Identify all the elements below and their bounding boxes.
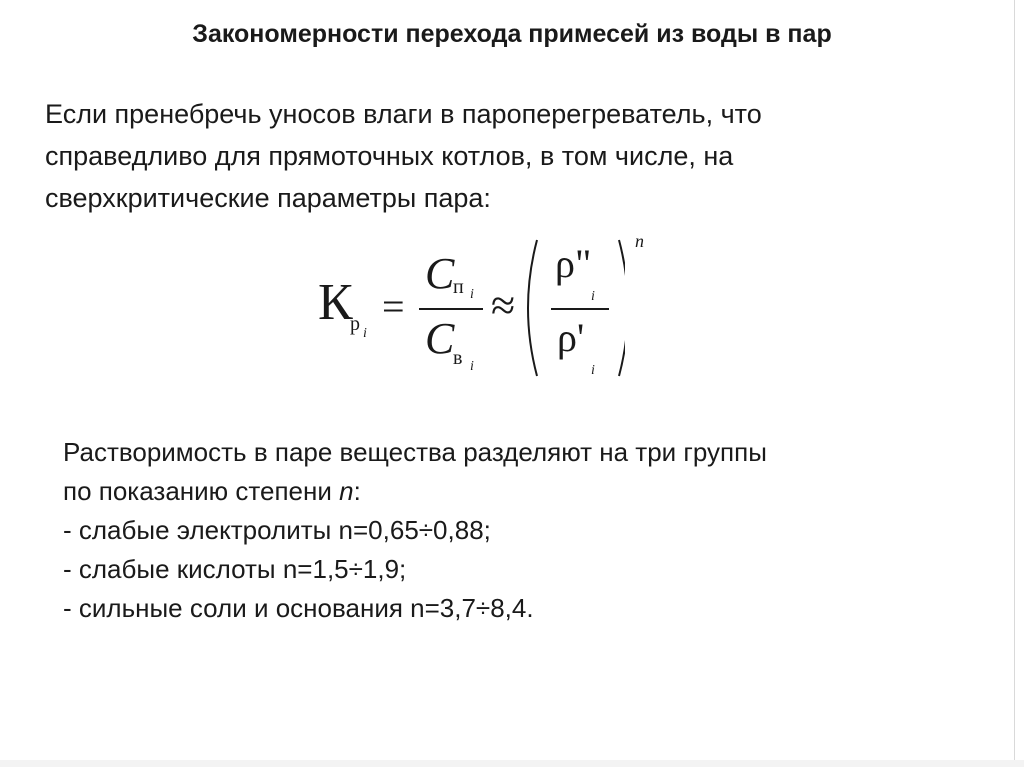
- formula-equals: =: [382, 284, 405, 329]
- formula-lhs-subscript: р: [350, 313, 360, 335]
- formula-rho-bottom: ρ': [557, 315, 585, 360]
- groups-line-suffix: :: [353, 476, 361, 506]
- formula-approx: ≈: [491, 281, 516, 330]
- formula-numerator-index: i: [470, 287, 474, 302]
- formula-lhs: К: [318, 274, 353, 331]
- formula-rho-top-index: i: [591, 289, 595, 304]
- intro-line: справедливо для прямоточных котлов, в том числе, на: [45, 141, 734, 171]
- group-item: - сильные соли и основания n=3,7÷8,4.: [63, 593, 534, 623]
- formula-denominator-index: i: [470, 359, 474, 374]
- formula-numerator: C: [425, 249, 455, 298]
- group-item: - слабые кислоты n=1,5÷1,9;: [63, 554, 407, 584]
- formula-denominator: C: [425, 314, 455, 363]
- groups-line-variable: n: [339, 476, 354, 506]
- group-item: - слабые электролиты n=0,65÷0,88;: [63, 515, 491, 545]
- intro-line: сверхкритические параметры пара:: [45, 183, 491, 213]
- groups-line: [63, 472, 963, 511]
- slide-title: Закономерности перехода примесей из воды в пар: [192, 20, 832, 48]
- groups-line-prefix: по показанию степени: [63, 476, 340, 506]
- formula: [315, 232, 675, 382]
- formula-exponent: n: [635, 231, 644, 251]
- slide-edge: [1014, 0, 1015, 767]
- intro-line: Если пренебречь уносов влаги в пароперегреватель, что: [45, 99, 762, 129]
- groups-line: Растворимость в паре вещества разделяют на три группы: [63, 437, 767, 467]
- ratio-bar: [551, 308, 609, 310]
- groups-paragraph: [63, 433, 963, 628]
- slide-bottom-edge: [0, 760, 1024, 767]
- formula-lhs-index: i: [363, 326, 367, 341]
- formula-rho-top: ρ": [555, 241, 592, 286]
- formula-denominator-subscript: в: [453, 347, 463, 369]
- intro-paragraph: [45, 93, 965, 219]
- fraction-bar: [419, 308, 483, 310]
- formula-numerator-subscript: п: [453, 276, 464, 298]
- formula-rho-bottom-index: i: [591, 363, 595, 378]
